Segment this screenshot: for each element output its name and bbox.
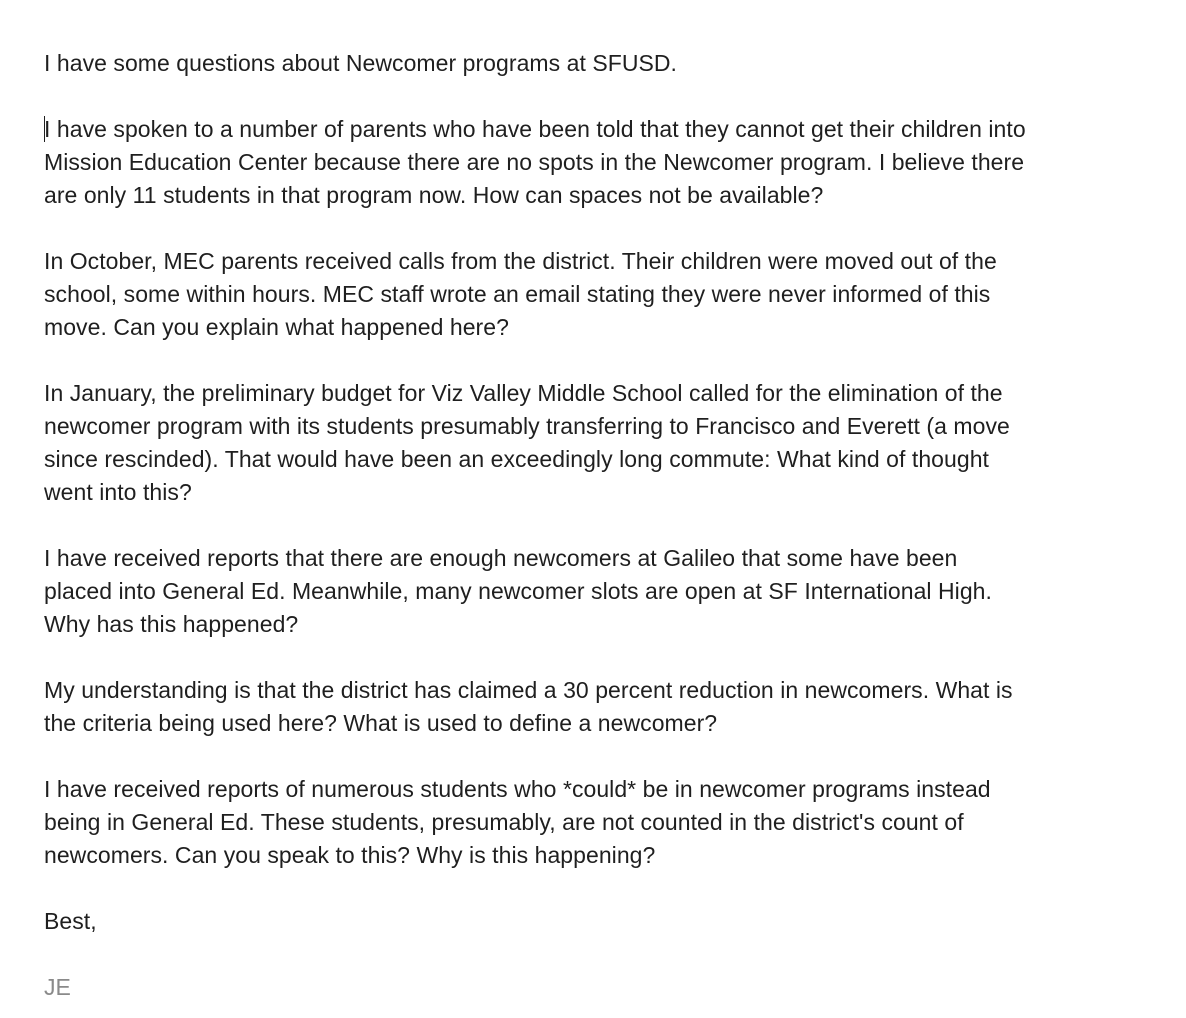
paragraph-october-moves: In October, MEC parents received calls from the district. Their children were moved out of the school, some within hours. MEC staff wrote an email stating they were never informed of this move. Can you explain what happened here? bbox=[44, 248, 997, 340]
paragraph-general-ed-students: I have received reports of numerous students who *could* be in newcomer programs instead being in General Ed. These students, presumably, are not counted in the district's count of newcomers. Can you speak to this? Why is this happening? bbox=[44, 776, 991, 868]
paragraph-newcomer-reduction: My understanding is that the district has claimed a 30 percent reduction in newcomers. What is the criteria being used here? What is used to define a newcomer? bbox=[44, 677, 1013, 736]
paragraph-intro: I have some questions about Newcomer programs at SFUSD. bbox=[44, 50, 677, 76]
paragraph-viz-valley-budget: In January, the preliminary budget for Viz Valley Middle School called for the elimination of the newcomer program with its students presumably transferring to Francisco and Everett (a move since rescinded). That would have been an exceedingly long commute: What kind of thought went into this? bbox=[44, 380, 1010, 505]
email-body[interactable] bbox=[44, 47, 1144, 1004]
paragraph-mission-education-center-text: I have spoken to a number of parents who have been told that they cannot get their children into Mission Education Center because there are no spots in the Newcomer program. I believe there are only 11 students in that program now. How can spaces not be available? bbox=[44, 116, 1026, 208]
paragraph-mission-education-center bbox=[44, 113, 1144, 212]
closing-text: Best, bbox=[44, 908, 97, 934]
paragraph-galileo-reports: I have received reports that there are enough newcomers at Galileo that some have been placed into General Ed. Meanwhile, many newcomer slots are open at SF International High. Why has this happened? bbox=[44, 545, 992, 637]
signature: JE bbox=[44, 974, 71, 1000]
